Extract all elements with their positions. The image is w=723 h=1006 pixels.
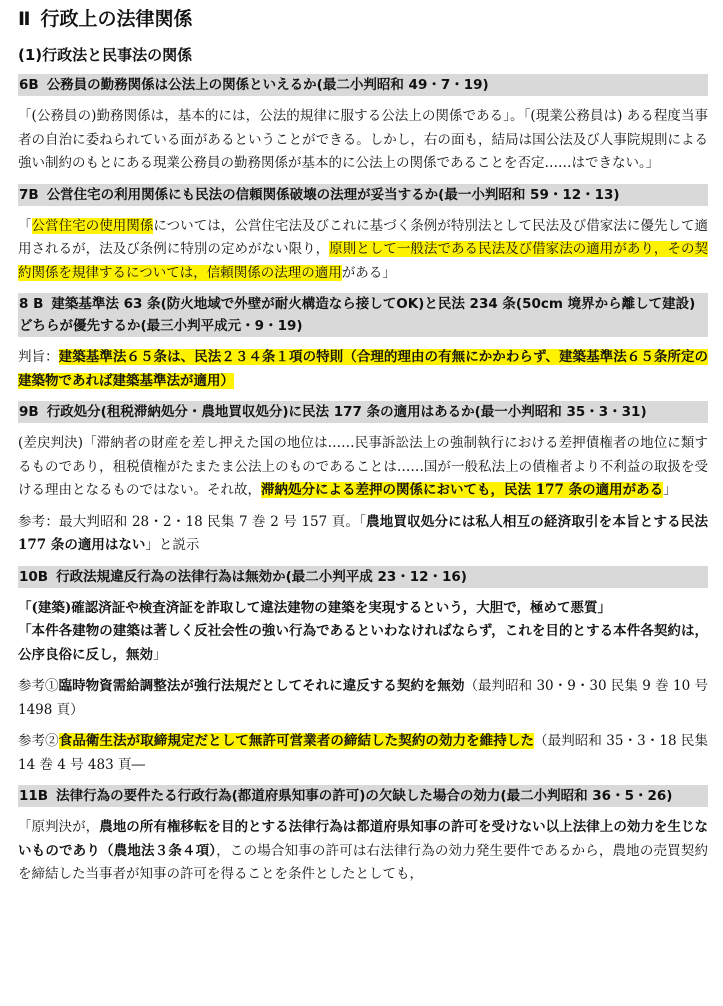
case-body <box>18 432 708 503</box>
case-8b <box>18 293 708 393</box>
case-code: 10B <box>19 568 49 585</box>
body-text: 参考① <box>18 678 59 694</box>
bold-text: 「本件各建物の建築は著しく反社会性の強い行為であるといわなければならず，これを目的とする本件各契約は，公序良俗に反し，無効 <box>18 623 708 663</box>
bold-text: 農地の所有権移転を目的とする法律行為は都道府県知事の許可を受けない以上法律上の効力を生じないものであり（農地法３条４項） <box>18 819 709 859</box>
highlighted-bold-text: 建築基準法６５条は、民法２３４条１項の特則（合理的理由の有無にかかわらず、建築基準法６５条所定の建築物であれば建築基準法が適用） <box>18 349 708 389</box>
bold-text: 農地買収処分には私人相互の経済取引を本旨とする民法 177 条の適用はない <box>18 513 708 553</box>
body-text: 」 <box>153 646 167 663</box>
body-text: 「(公務員の)勤務関係は，基本的には，公法的規律に服する公法上の関係である」。「(現業公務員は) ある程度当事者の自治に委ねられている面があるということができる。しかし，右の面も，結局は国公法及び人事院規則による強い制約のもとにある現業公務員の勤務関係が基本的に公法上の関係であることを否定……はできない。」 <box>18 108 708 171</box>
body-text: 参考② <box>18 733 59 749</box>
chapter-heading <box>18 6 708 32</box>
case-title: 公営住宅の利用関係にも民法の信頼関係破壊の法理が妥当するか(最一小判昭和 59・12・13) <box>46 186 620 203</box>
body-text: 判旨： <box>18 349 59 365</box>
body-text: 」 <box>663 482 677 498</box>
case-title: 建築基準法 63 条(防火地域で外壁が耐火構造なら接してOK)と民法 234 条(50cm 境界から離して建設)どちらが優先するか(最三小判平成元・9・19) <box>19 296 696 334</box>
document <box>18 6 708 895</box>
case-6b <box>18 74 708 176</box>
case-code: 8 B <box>19 296 44 312</box>
case-reference <box>18 511 708 558</box>
case-reference-1 <box>18 675 708 722</box>
case-header <box>18 293 708 337</box>
body-text: (差戻判決)「滞納者の財産を差し押えた国の地位は……民事訴訟法上の強制執行における差押債権者の地位に類するものであり，租税債権がたまたま公法上のものであることは……国が一般私法上の債権者より不利益の取扱を受ける理由となるものではない。それ故， <box>18 435 708 498</box>
case-code: 11B <box>19 788 49 804</box>
body-text: 参考：最大判昭和 28・2・18 民集 7 巻 2 号 157 頁。「 <box>18 513 367 530</box>
body-text: 「 <box>18 217 32 234</box>
section-heading: (1)行政法と民事法の関係 <box>18 46 193 64</box>
case-body <box>18 816 708 887</box>
case-code: 9B <box>19 404 39 420</box>
case-title: 法律行為の要件たる行政行為(都道府県知事の許可)の欠缺した場合の効力(最二小判昭和 36・5・26) <box>56 788 673 804</box>
case-body <box>18 215 708 286</box>
body-text: （最判昭和 35・3・18 民集 14 巻 4 号 483 頁― <box>18 733 709 773</box>
case-header <box>18 401 708 423</box>
case-11b <box>18 785 708 887</box>
highlighted-text: 原則として一般法である民法及び借家法の適用があり，その契約関係を規律するについては，信頼関係の法理の適用 <box>18 241 709 281</box>
case-body <box>18 597 708 668</box>
chapter-title: 行政上の法律関係 <box>40 8 193 30</box>
highlighted-bold-text: 食品衛生法が取締規定だとして無許可営業者の締結した契約の効力を維持した <box>58 733 535 749</box>
case-code: 6B <box>19 77 39 93</box>
highlighted-text: 公営住宅の使用関係 <box>31 217 154 234</box>
body-text: （最判昭和 30・9・30 民集 9 巻 10 号 1498 頁） <box>18 678 709 718</box>
chapter-number: Ⅱ <box>18 8 31 30</box>
case-reference-2 <box>18 730 708 777</box>
case-title: 行政処分(租税滞納処分・農地買収処分)に民法 177 条の適用はあるか(最一小判昭和 35・3・31) <box>46 404 647 420</box>
body-text: 「原判決が， <box>18 819 100 835</box>
case-7b <box>18 184 708 286</box>
body-text: ，この場合知事の許可は右法律行為の効力発生要件であるから，農地の売買契約を締結した当事者が知事の許可を得ることを条件としたとしても， <box>18 842 709 882</box>
case-body <box>18 105 708 176</box>
case-title: 公務員の勤務関係は公法上の関係といえるか(最二小判昭和 49・7・19) <box>46 77 489 93</box>
case-code: 7B <box>19 186 39 203</box>
case-10b <box>18 566 708 778</box>
body-text: がある」 <box>341 264 396 281</box>
case-header <box>18 184 708 206</box>
body-text: については，公営住宅法及びこれに基づく条例が特別法として民法及び借家法に優先して適用されるが，法及び条例に特別の定めがない限り， <box>18 217 709 257</box>
bold-text: 臨時物資需給調整法が強行法規だとしてそれに違反する契約を無効 <box>58 678 465 694</box>
case-header <box>18 566 708 588</box>
body-text: 」と説示 <box>145 537 200 553</box>
case-body <box>18 346 708 393</box>
case-header <box>18 785 708 807</box>
case-title: 行政法規違反行為の法律行為は無効か(最二小判平成 23・12・16) <box>56 568 467 585</box>
case-9b <box>18 401 708 558</box>
highlighted-bold-text: 滞納処分による差押の関係においても，民法 177 条の適用がある <box>261 482 664 498</box>
bold-text: 「(建築)確認済証や検査済証を詐取して違法建物の建築を実現するという，大胆で，極めて悪質」 <box>18 599 612 616</box>
case-header <box>18 74 708 96</box>
